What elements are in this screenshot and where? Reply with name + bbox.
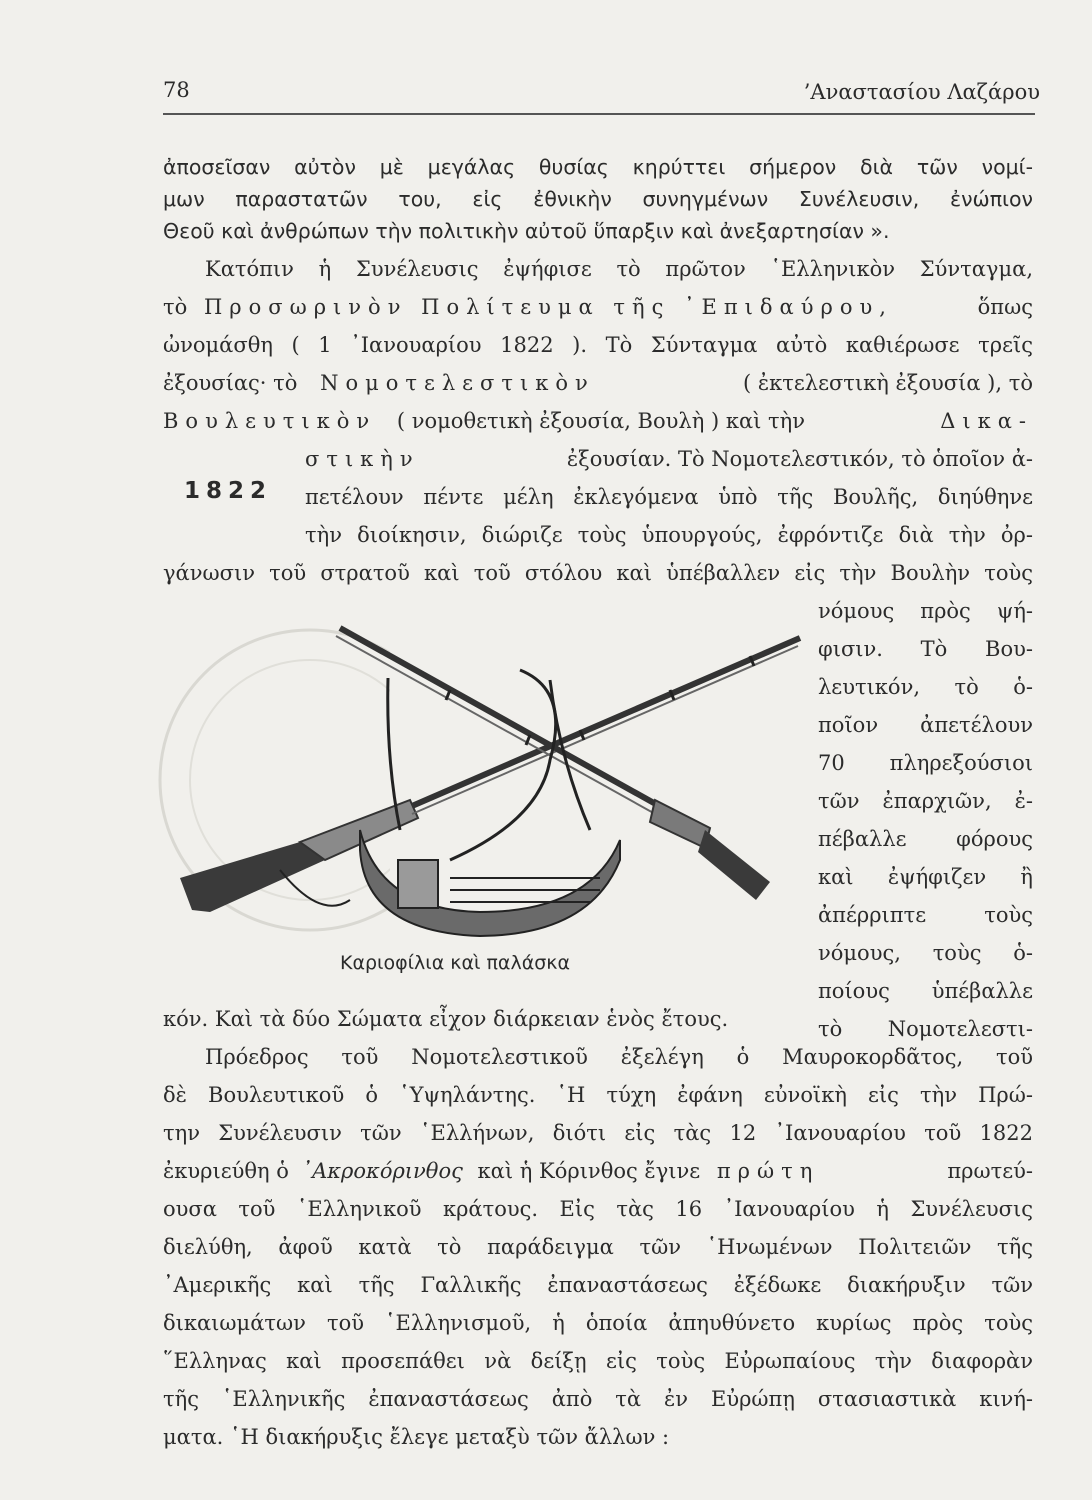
text-line bbox=[163, 368, 1033, 398]
running-header-author: ’Αναστασίου Λαζάρου bbox=[803, 80, 1040, 104]
text-line: φισιν. Τὸ Βου- bbox=[818, 637, 1033, 661]
text-line: τὴν διοίκησιν, διώριζε τοὺς ὑπουργούς, ἐφρόντιζε διὰ τὴν ὀρ- bbox=[305, 523, 1033, 547]
text-line: ᾿Αμερικῆς καὶ τῆς Γαλλικῆς ἐπαναστάσεως ἐξέδωκε διακήρυξιν τῶν bbox=[163, 1273, 1033, 1297]
emphasis-spaced: Δικα- bbox=[940, 409, 1033, 433]
text-line: ὠνομάσθη ( 1 ᾿Ιανουαρίου 1822 ). Τὸ Σύνταγμα αὐτὸ καθιέρωσε τρεῖς bbox=[163, 333, 1033, 357]
text-line bbox=[163, 1156, 1033, 1186]
text-line: ποῖον ἀπετέλουν bbox=[818, 713, 1033, 737]
emphasis-spaced: Προσωρινὸν Πολίτευμα τῆς ᾿Επιδαύρου, bbox=[203, 295, 893, 319]
page-number: 78 bbox=[163, 78, 190, 102]
text-line: τῶν ἐπαρχιῶν, ἐ- bbox=[818, 789, 1033, 813]
text-line: μων παραστατῶν του, εἰς ἐθνικὴν συνηγμένων Συνέλευσιν, ἐνώπιον bbox=[163, 187, 1033, 211]
text-line: τῆς ῾Ελληνικῆς ἐπαναστάσεως ἀπὸ τὰ ἐν Εὐρώπῃ στασιαστικὰ κινή- bbox=[163, 1387, 1033, 1411]
emphasis-italic: ᾿Ακροκόρινθος bbox=[301, 1159, 463, 1183]
text-line: κόν. Καὶ τὰ δύο Σώματα εἶχον διάρκειαν ἑνὸς ἔτους. bbox=[163, 1007, 729, 1031]
text-line: ἀπέρριπτε τοὺς bbox=[818, 903, 1033, 927]
margin-year-note: 1822 bbox=[184, 478, 273, 504]
text-line: ουσα τοῦ ῾Ελληνικοῦ κράτους. Εἰς τὰς 16 ᾿Ιανουαρίου ἡ Συνέλευσις bbox=[163, 1197, 1033, 1221]
text-line: Κατόπιν ἡ Συνέλευσις ἐψήφισε τὸ πρῶτον ῾Ελληνικὸν Σύνταγμα, bbox=[205, 257, 1033, 281]
text-line: ποίους ὑπέβαλλε bbox=[818, 979, 1033, 1003]
text-line bbox=[305, 444, 1033, 474]
text-line: δὲ Βουλευτικοῦ ὁ ῾Υψηλάντης. ῾Η τύχη ἐφάνη εὐνοϊκὴ εἰς τὴν Πρώ- bbox=[163, 1083, 1033, 1107]
emphasis-spaced: στικὴν bbox=[305, 447, 420, 471]
text-run: ἐκυριεύθη ὁ bbox=[163, 1159, 289, 1183]
text-line: νόμους πρὸς ψή- bbox=[818, 599, 1033, 623]
text-line: 70 πληρεξούσιοι bbox=[818, 751, 1033, 775]
cartridge-belt-icon bbox=[280, 670, 620, 936]
text-line: ῞Ελληνας καὶ προσεπάθει νὰ δείξῃ εἰς τοὺς Εὐρωπαίους τὴν διαφορὰν bbox=[163, 1349, 1033, 1373]
text-line bbox=[163, 406, 1033, 436]
text-line: γάνωσιν τοῦ στρατοῦ καὶ τοῦ στόλου καὶ ὑπέβαλλεν εἰς τὴν Βουλὴν τοὺς bbox=[163, 561, 1033, 585]
emphasis-spaced: πρώτη bbox=[716, 1159, 820, 1183]
text-line: δικαιωμάτων τοῦ ῾Ελληνισμοῦ, ἡ ὁποία ἀπηυθύνετο κυρίως πρὸς τοὺς bbox=[163, 1311, 1033, 1335]
text-line: ματα. ῾Η διακήρυξις ἔλεγε μεταξὺ τῶν ἄλλων : bbox=[163, 1425, 670, 1449]
text-line: ἀποσεῖσαν αὐτὸν μὲ μεγάλας θυσίας κηρύττει σήμερον διὰ τῶν νομί- bbox=[163, 155, 1033, 179]
text-run: ἐξουσίαν. Τὸ Νομοτελεστικόν, τὸ ὁποῖον ἀ- bbox=[566, 447, 1033, 471]
text-run: τὸ bbox=[163, 295, 188, 319]
text-line: νόμους, τοὺς ὁ- bbox=[818, 941, 1033, 965]
text-run: πρωτεύ- bbox=[947, 1159, 1033, 1183]
text-line: πέβαλλε φόρους bbox=[818, 827, 1033, 851]
text-line: την Συνέλευσιν τῶν ῾Ελλήνων, διότι εἰς τὰς 12 ᾿Ιανουαρίου τοῦ 1822 bbox=[163, 1121, 1033, 1145]
text-line bbox=[163, 292, 1033, 322]
emphasis-spaced: Νομοτελεστικὸν bbox=[320, 371, 595, 395]
muskets-illustration bbox=[150, 560, 810, 950]
text-line: καὶ ἐψήφιζεν ἢ bbox=[818, 865, 1033, 889]
text-line: λευτικόν, τὸ ὁ- bbox=[818, 675, 1033, 699]
text-run: ἐξουσίας· τὸ bbox=[163, 371, 298, 395]
text-line: πετέλουν πέντε μέλη ἐκλεγόμενα ὑπὸ τῆς Βουλῆς, διηύθηνε bbox=[305, 485, 1033, 509]
text-line: Θεοῦ καὶ ἀνθρώπων τὴν πολιτικὴν αὐτοῦ ὕπαρξιν καὶ ἀνεξαρτησίαν ». bbox=[163, 219, 890, 243]
text-line: Πρόεδρος τοῦ Νομοτελεστικοῦ ἐξελέγη ὁ Μαυροκορδᾶτος, τοῦ bbox=[205, 1045, 1033, 1069]
musket-left-icon bbox=[180, 638, 800, 912]
text-line: διελύθη, ἀφοῦ κατὰ τὸ παράδειγμα τῶν ῾Ηνωμένων Πολιτειῶν τῆς bbox=[163, 1235, 1033, 1259]
text-run: ὅπως bbox=[977, 295, 1033, 319]
header-rule bbox=[163, 113, 1035, 115]
emphasis-spaced: Βουλευτικὸν bbox=[163, 409, 377, 433]
figure-caption: Καριοφίλια καὶ παλάσκα bbox=[340, 952, 570, 974]
text-line: τὸ Νομοτελεστι- bbox=[818, 1017, 1033, 1041]
text-run: καὶ ἡ Κόρινθος ἔγινε bbox=[477, 1159, 701, 1183]
text-run: ( νομοθετικὴ ἐξουσία, Βουλὴ ) καὶ τὴν bbox=[396, 409, 806, 433]
text-run: ( ἐκτελεστικὴ ἐξουσία ), τὸ bbox=[743, 371, 1033, 395]
